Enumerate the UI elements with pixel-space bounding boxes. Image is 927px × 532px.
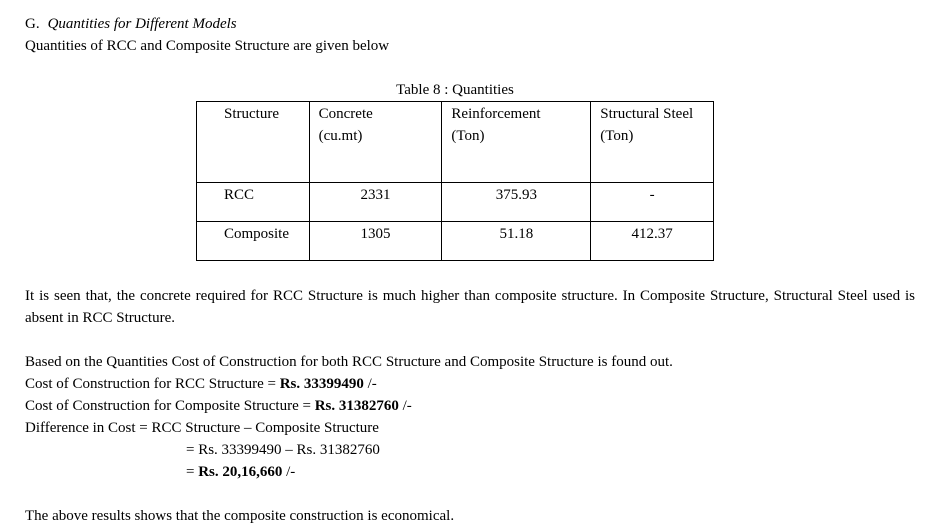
header-concrete — [309, 102, 442, 183]
header-unit: (cu.mt) — [318, 128, 363, 144]
composite-cost-label: Cost of Construction for Composite Structure = — [25, 398, 315, 414]
difference-line: Difference in Cost = RCC Structure – Composite Structure — [25, 420, 379, 436]
table-row — [197, 222, 714, 261]
cell-structure: RCC — [197, 183, 310, 222]
rcc-cost-value: Rs. 33399490 — [279, 376, 364, 392]
cell-structural-steel: - — [591, 183, 714, 222]
header-unit: (Ton) — [451, 128, 485, 144]
cell-reinforcement: 375.93 — [442, 183, 591, 222]
header-line: Structural Steel — [600, 106, 694, 122]
header-unit: (Ton) — [600, 128, 634, 144]
result-suffix: /- — [282, 464, 296, 480]
intro-text: Quantities of RCC and Composite Structure are given below — [25, 38, 390, 54]
rcc-cost-label: Cost of Construction for RCC Structure = — [25, 376, 280, 392]
result-prefix: = — [186, 464, 199, 480]
observation-paragraph: It is seen that, the concrete required for RCC Structure is much higher than composite structure. In Composite Structure, Structural Steel used is absent in RCC Structure. — [25, 288, 915, 326]
table-row — [197, 183, 714, 222]
table-header-row — [197, 102, 714, 183]
header-reinforcement — [442, 102, 591, 183]
calculation-line: = Rs. 33399490 – Rs. 31382760 — [186, 442, 380, 458]
composite-cost-value: Rs. 31382760 — [314, 398, 399, 414]
cost-intro: Based on the Quantities Cost of Construction for both RCC Structure and Composite Structure is found out. — [25, 354, 673, 370]
cell-structural-steel: 412.37 — [591, 222, 714, 261]
section-title: Quantities for Different Models — [47, 16, 237, 32]
section-heading — [25, 13, 237, 35]
result-line — [186, 461, 295, 483]
composite-cost-suffix: /- — [398, 398, 412, 414]
header-structural-steel — [591, 102, 714, 183]
rcc-cost-suffix: /- — [363, 376, 377, 392]
rcc-cost-line — [25, 373, 377, 395]
conclusion-text: The above results shows that the composite construction is economical. — [25, 508, 455, 524]
composite-cost-line — [25, 395, 412, 417]
quantities-table — [196, 101, 714, 261]
cell-concrete: 1305 — [309, 222, 442, 261]
cell-structure: Composite — [197, 222, 310, 261]
section-number: G. — [25, 16, 40, 32]
cell-reinforcement: 51.18 — [442, 222, 591, 261]
header-line: Concrete — [318, 106, 373, 122]
header-structure — [197, 102, 310, 183]
header-line: Reinforcement — [451, 106, 541, 122]
result-value: Rs. 20,16,660 — [198, 464, 283, 480]
cell-concrete: 2331 — [309, 183, 442, 222]
header-line: Structure — [224, 106, 279, 122]
table-caption: Table 8 : Quantities — [396, 82, 514, 98]
